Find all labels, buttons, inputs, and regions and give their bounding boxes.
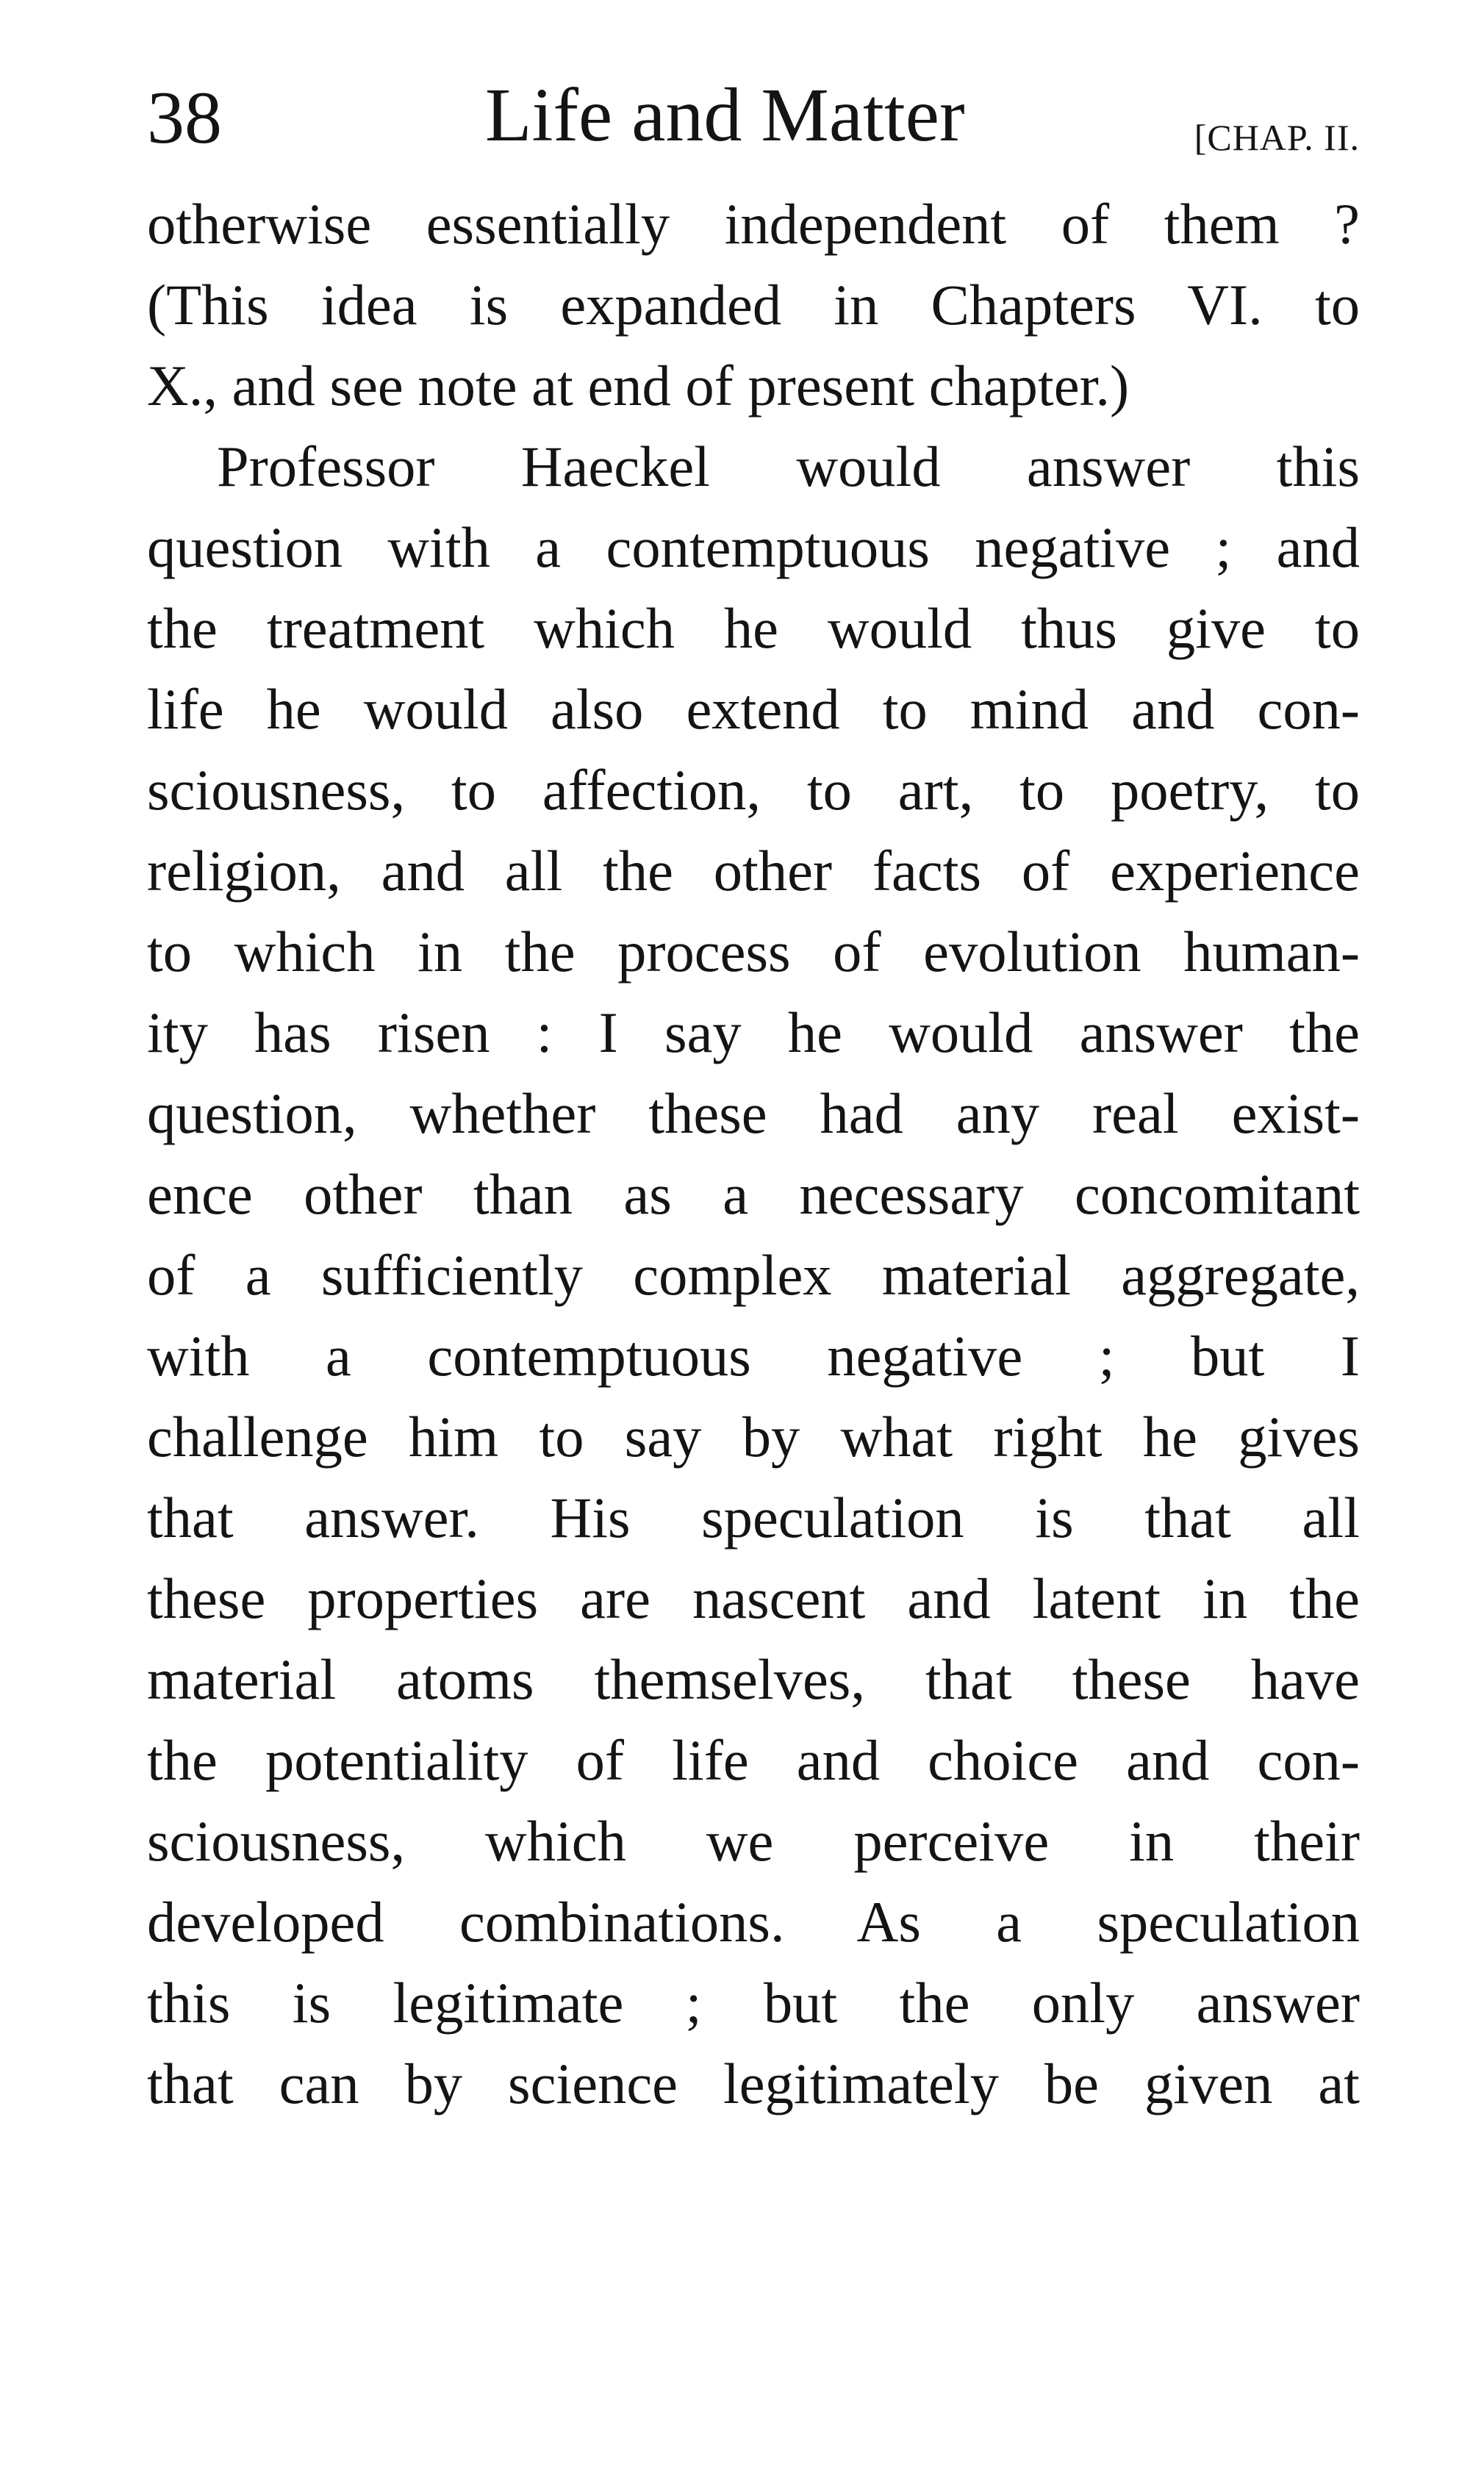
text-line: question, whether these had any real exist- — [147, 1081, 1360, 1145]
text-line: X., and see note at end of present chapter.) — [147, 354, 1130, 418]
text-line: sciousness, which we perceive in their — [147, 1809, 1360, 1873]
text-line: material atoms themselves, that these have — [147, 1647, 1360, 1711]
text-line: developed combinations. As a speculation — [147, 1890, 1360, 1954]
text-line: ence other than as a necessary concomitant — [147, 1162, 1360, 1226]
text-line: these properties are nascent and latent in the — [147, 1566, 1360, 1630]
text-line: religion, and all the other facts of experience — [147, 839, 1360, 903]
text-line: ity has risen : I say he would answer the — [147, 1000, 1360, 1064]
text-line: to which in the process of evolution human- — [147, 920, 1360, 984]
text-line: question with a contemptuous negative ; and — [147, 515, 1360, 579]
chapter-reference: [CHAP. II. — [1194, 117, 1360, 158]
text-line: (This idea is expanded in Chapters VI. to — [147, 273, 1360, 337]
text-line: that can by science legitimately be given at — [147, 2052, 1360, 2115]
text-line: life he would also extend to mind and con- — [147, 677, 1360, 741]
text-line: sciousness, to affection, to art, to poetry, to — [147, 758, 1360, 822]
text-line: that answer. His speculation is that all — [147, 1486, 1360, 1550]
page-header — [147, 74, 1360, 184]
text-line: the potentiality of life and choice and con- — [147, 1728, 1360, 1792]
page-number: 38 — [147, 76, 222, 160]
text-line: the treatment which he would thus give to — [147, 596, 1360, 660]
text-line: of a sufficiently complex material aggregate, — [147, 1243, 1360, 1307]
book-page — [147, 74, 1360, 2124]
text-line: Professor Haeckel would answer this — [217, 434, 1360, 498]
text-line: with a contemptuous negative ; but I — [147, 1324, 1360, 1388]
text-line: this is legitimate ; but the only answer — [147, 1971, 1360, 2035]
body-text — [147, 184, 1360, 2124]
running-title: Life and Matter — [485, 73, 965, 157]
text-line: challenge him to say by what right he gives — [147, 1405, 1360, 1469]
text-line: otherwise essentially independent of them ? — [147, 192, 1360, 256]
